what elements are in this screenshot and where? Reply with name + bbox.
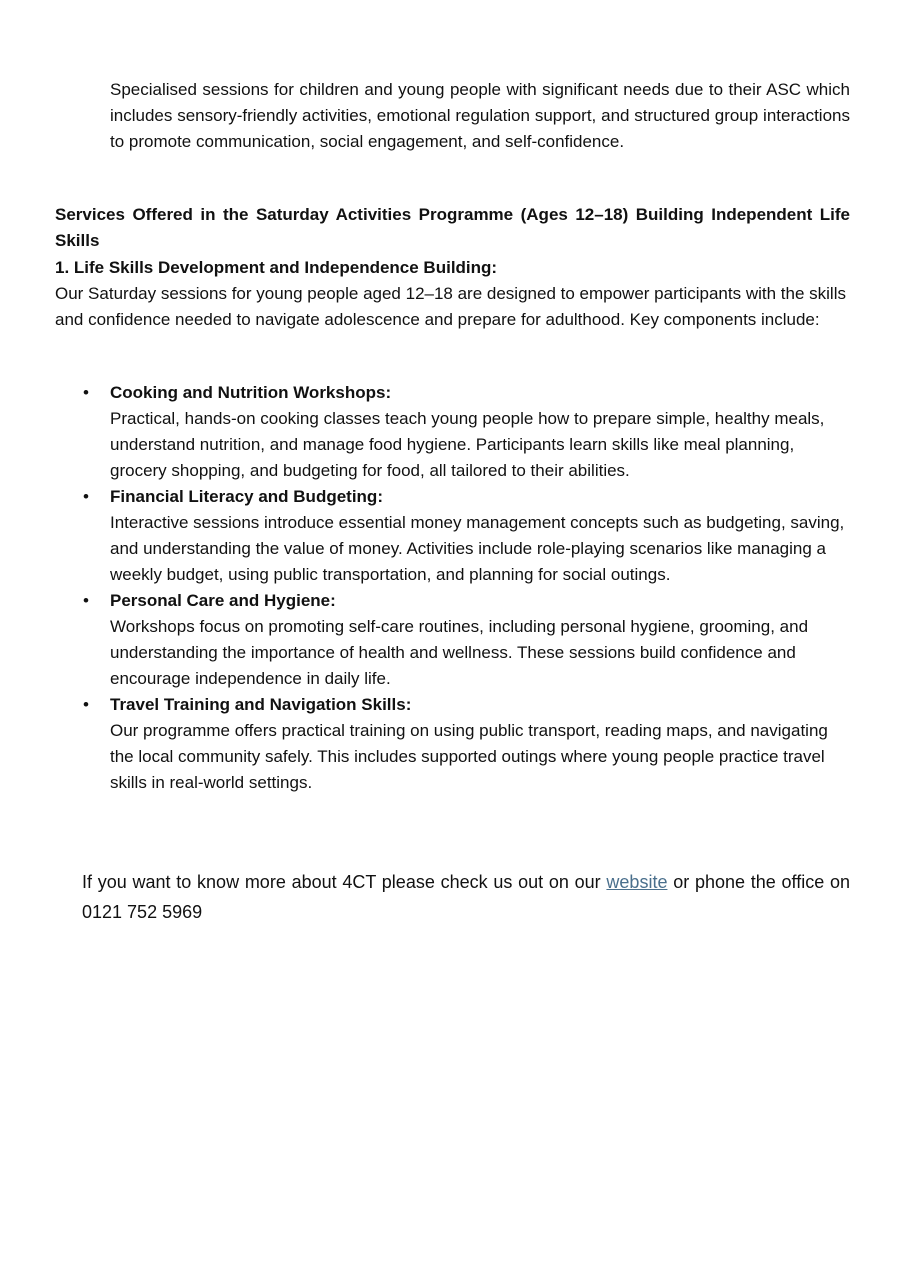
intro-paragraph: Specialised sessions for children and young people with significant needs due to their ASC which includes sensory-friendly activities, emotional regulation support, and structured group interactions to promote communication, social engagement, and self-confidence. [110,80,850,151]
section-heading: Services Offered in the Saturday Activities Programme (Ages 12–18) Building Independent Life Skills [55,205,850,250]
list-item-title: Personal Care and Hygiene: [110,591,336,610]
bullet-icon: • [83,591,89,610]
skills-list [83,380,855,796]
list-item-body: Our programme offers practical training on using public transport, reading maps, and navigating the local community safely. This includes supported outings where young people practice travel skills in real-world settings. [110,721,828,792]
bullet-icon: • [83,695,89,714]
list-item-title: Financial Literacy and Budgeting: [110,487,383,506]
list-item-body: Interactive sessions introduce essential money management concepts such as budgeting, saving, and understanding the value of money. Activities include role-playing scenarios like managing a weekly budget, using public transportation, and planning for social outings. [110,513,845,584]
list-item-personal-care [83,588,855,692]
footer-text-after: or phone the office on 0121 752 5969 [82,872,850,922]
list-item-body: Workshops focus on promoting self-care routines, including personal hygiene, grooming, and understanding the importance of health and wellness. These sessions build confidence and encourage independence in daily life. [110,617,809,688]
list-item-cooking [83,380,855,484]
section-subheading: 1. Life Skills Development and Independence Building: [55,258,498,277]
website-link[interactable]: website [606,872,668,892]
list-item-body: Practical, hands-on cooking classes teach young people how to prepare simple, healthy meals, understand nutrition, and manage food hygiene. Participants learn skills like meal planning, grocery shopping, and budgeting for food, all tailored to their abilities. [110,409,825,480]
footer-contact [82,867,850,927]
list-item-title: Travel Training and Navigation Skills: [110,695,412,714]
bullet-icon: • [83,487,89,506]
list-item-financial [83,484,855,588]
footer-text-before: If you want to know more about 4CT please check us out on our [82,872,607,892]
section-paragraph: Our Saturday sessions for young people aged 12–18 are designed to empower participants with the skills and confidence needed to navigate adolescence and prepare for adulthood. Key components include: [55,284,846,329]
list-item-title: Cooking and Nutrition Workshops: [110,383,392,402]
list-item-travel [83,692,855,796]
bullet-icon: • [83,383,89,402]
